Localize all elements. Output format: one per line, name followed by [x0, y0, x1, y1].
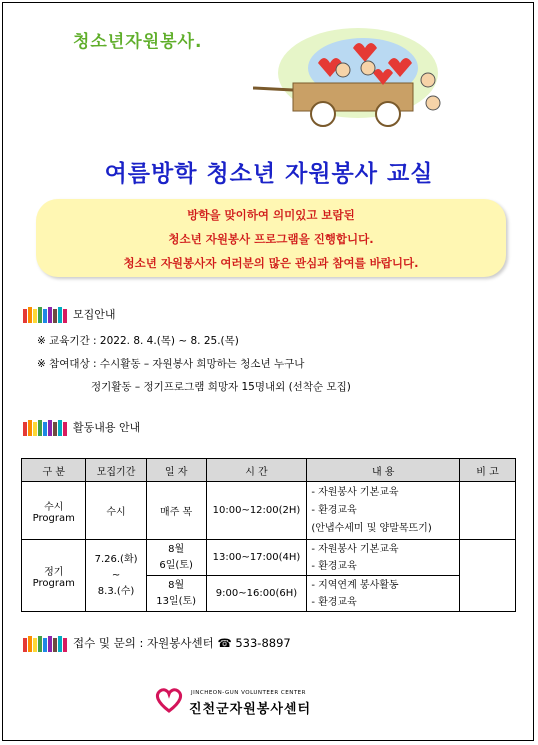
contact-phone: 533-8897 [235, 636, 291, 650]
pencils-icon [23, 307, 69, 323]
notice-line: 청소년 자원봉사 프로그램을 진행합니다. [168, 232, 374, 246]
banner-title: 청소년자원봉사. [73, 32, 203, 52]
recruit-heading-label: 모집안내 [73, 308, 116, 321]
header-date: 일 자 [146, 459, 206, 482]
activity-table [21, 458, 516, 612]
content-line: - 자원봉사 기본교육 [311, 543, 399, 555]
cell-content [307, 482, 460, 540]
volunteer-cart-illustration [253, 18, 453, 133]
cell-category: 정기 Program [22, 540, 86, 612]
header-time: 시 간 [206, 459, 307, 482]
cell-date: 8월 13일(토) [146, 576, 206, 612]
pencils-icon [23, 636, 69, 652]
header-period: 모집기간 [86, 459, 146, 482]
cell-date: 매주 목 [146, 482, 206, 540]
phone-icon: ☎ [217, 636, 232, 650]
cell-time: 9:00~16:00(6H) [206, 576, 307, 612]
header-category: 구 분 [22, 459, 86, 482]
content-line: - 환경교육 [311, 504, 357, 516]
pencils-icon [23, 420, 69, 436]
content-line: (안냅수세미 및 양말목뜨기) [311, 522, 432, 534]
recruit-heading [23, 306, 116, 323]
table-row [22, 482, 516, 540]
logo-english: JINCHEON-GUN VOLUNTEER CENTER [191, 690, 306, 696]
activity-heading-label: 활동내용 안내 [73, 421, 141, 434]
target-participants-regular: 정기활동 – 정기프로그램 희망자 15명내외 (선착순 모집) [91, 381, 351, 393]
cell-time: 13:00~17:00(4H) [206, 540, 307, 576]
notice-box [36, 199, 506, 277]
notice-line: 방학을 맞이하여 의미있고 보람된 [187, 208, 355, 222]
content-line: - 환경교육 [311, 560, 357, 572]
content-line: - 환경교육 [311, 596, 357, 608]
cell-period: 수시 [86, 482, 146, 540]
contact-info [23, 635, 291, 652]
header-note: 비 고 [460, 459, 516, 482]
cell-note [460, 482, 516, 540]
cell-date: 8월 6일(토) [146, 540, 206, 576]
cell-period: 7.26.(화) ~ 8.3.(수) [86, 540, 146, 612]
poster [2, 2, 534, 741]
education-period: ※ 교육기간 : 2022. 8. 4.(목) ~ 8. 25.(목) [37, 335, 239, 347]
main-title: 여름방학 청소년 자원봉사 교실 [104, 161, 434, 187]
cell-note [460, 540, 516, 612]
cell-content [307, 540, 460, 576]
cell-category: 수시 Program [22, 482, 86, 540]
header-content: 내 용 [307, 459, 460, 482]
content-line: - 지역연계 봉사활동 [311, 579, 399, 591]
cell-content [307, 576, 460, 612]
heart-logo-icon [153, 687, 185, 713]
contact-label: 접수 및 문의 : 자원봉사센터 [73, 636, 214, 650]
cell-time: 10:00~12:00(2H) [206, 482, 307, 540]
target-participants: ※ 참여대상 : 수시활동 – 자원봉사 희망하는 청소년 누구나 [37, 358, 305, 370]
table-row [22, 540, 516, 576]
logo-korean: 진천군자원봉사센터 [189, 702, 312, 717]
content-line: - 자원봉사 기본교육 [311, 486, 399, 498]
notice-line: 청소년 자원봉사자 여러분의 많은 관심과 참여를 바랍니다. [123, 256, 419, 270]
table-header-row [22, 459, 516, 482]
activity-heading [23, 419, 140, 436]
